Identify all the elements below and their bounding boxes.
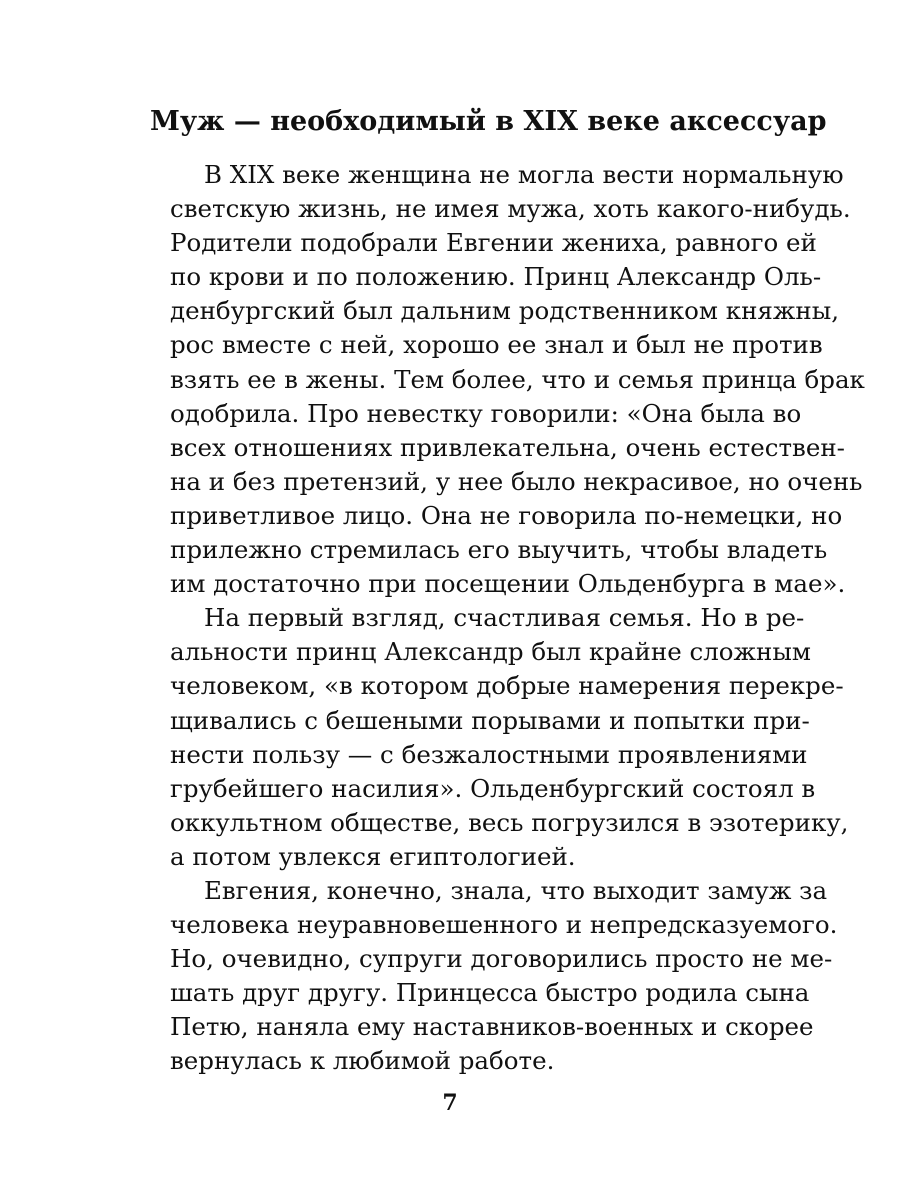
body-text: [170, 158, 865, 1079]
page-number: 7: [442, 1090, 458, 1116]
text-line: грубейшего насилия». Ольденбургский состоял в: [170, 773, 816, 803]
text-line: взять ее в жены. Тем более, что и семья принца брак: [170, 364, 865, 394]
text-line: по крови и по положению. Принц Александр Оль-: [170, 262, 822, 292]
text-line: приветливое лицо. Она не говорила по-немецки, но: [170, 500, 843, 530]
text-line: одобрила. Про невестку говорили: «Она была во: [170, 398, 802, 428]
text-line: прилежно стремилась его выучить, чтобы владеть: [170, 535, 828, 565]
text-line: На первый взгляд, счастливая семья. Но в ре-: [204, 603, 805, 633]
text-line: В XIX веке женщина не могла вести нормальную: [204, 160, 844, 189]
text-line: Петю, наняла ему наставников-военных и скорее: [170, 1012, 814, 1042]
text-line: человеком, «в котором добрые намерения перекре-: [170, 671, 844, 701]
text-line: щивались с бешеными порывами и попытки при-: [170, 705, 810, 735]
text-line: рос вместе с ней, хорошо ее знал и был не против: [170, 330, 823, 360]
text-line: альности принц Александр был крайне сложным: [170, 637, 811, 667]
text-line: светскую жизнь, не имея мужа, хоть какого-нибудь.: [170, 194, 851, 224]
text-line: нести пользу — с безжалостными проявлениями: [170, 739, 808, 769]
text-line: вернулась к любимой работе.: [170, 1046, 555, 1076]
text-line: а потом увлекся египтологией.: [170, 841, 576, 871]
text-line: Но, очевидно, супруги договорились просто не ме-: [170, 944, 833, 974]
text-line: денбургский был дальним родственником княжны,: [170, 296, 840, 326]
paragraph: [170, 874, 838, 1079]
text-line: всех отношениях привлекательна, очень естествен-: [170, 432, 845, 462]
text-line: шать друг другу. Принцесса быстро родила сына: [170, 978, 810, 1008]
text-line: человека неуравновешенного и непредсказуемого.: [170, 910, 838, 940]
text-line: им достаточно при посещении Ольденбурга в мае».: [170, 569, 846, 599]
text-line: Родители подобрали Евгении жениха, равного ей: [170, 228, 817, 258]
text-line: на и без претензий, у нее было некрасивое, но очень: [170, 466, 863, 496]
text-line: Евгения, конечно, знала, что выходит замуж за: [204, 875, 828, 905]
chapter-heading: Муж — необходимый в XIX веке аксессуар: [150, 106, 827, 137]
paragraph: [170, 158, 865, 601]
paragraph: [170, 601, 849, 874]
text-line: оккультном обществе, весь погрузился в эзотерику,: [170, 807, 849, 837]
